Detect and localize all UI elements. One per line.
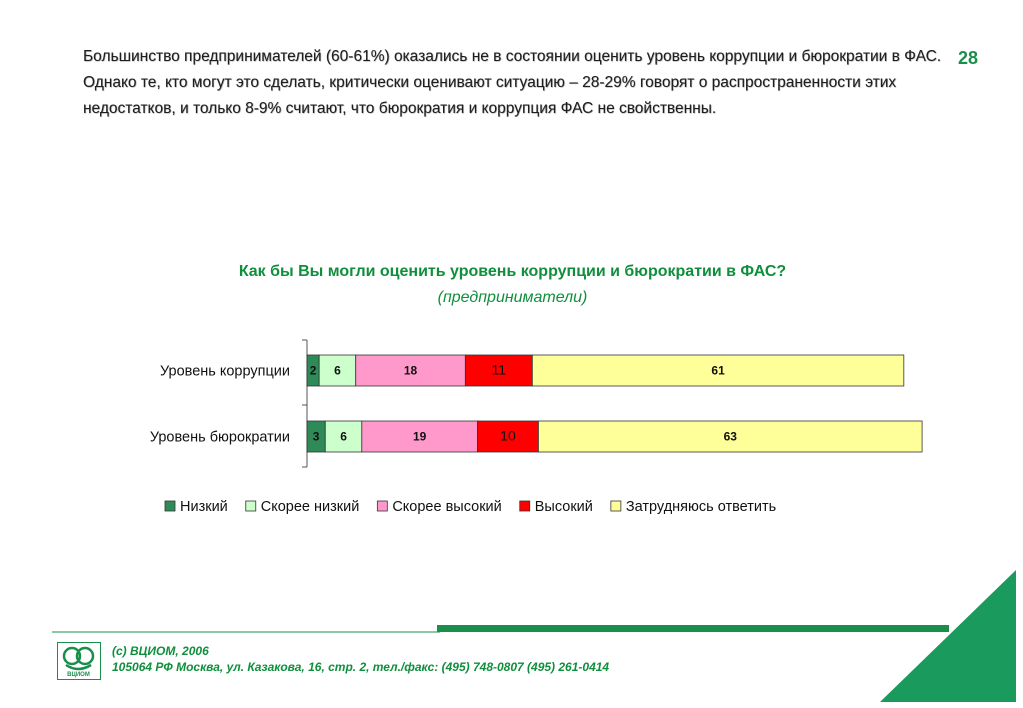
footer-copyright: (c) ВЦИОМ, 2006 xyxy=(112,644,209,658)
page-number: 28 xyxy=(957,48,979,68)
legend-swatch xyxy=(611,501,621,511)
legend-swatch xyxy=(246,501,256,511)
category-label: Уровень бюрократии xyxy=(149,429,290,446)
legend-label: Высокий xyxy=(534,499,593,515)
data-label: 18 xyxy=(403,363,418,378)
legend-swatch xyxy=(165,501,175,511)
chart-title-main: Как бы Вы могли оценить уровень коррупции и бюрократии в ФАС? xyxy=(238,263,787,280)
legend-label: Низкий xyxy=(180,499,228,515)
footer xyxy=(112,643,609,675)
legend-swatch xyxy=(520,501,530,511)
intro-text: Большинство предпринимателей (60-61%) оказались не в состоянии оценить уровень коррупции и бюрократии в ФАС. Однако те, кто могут это сделать, критически оценивают ситуацию – 28-29% говорят о распространенности этих недостатков, и только 8-9% считают, что бюрократия и коррупция ФАС не свойственны. xyxy=(83,48,942,117)
logo-text: ВЦИОМ xyxy=(67,672,90,678)
data-label: 11 xyxy=(491,361,507,378)
data-label: 6 xyxy=(334,363,341,378)
data-label: 10 xyxy=(500,427,516,444)
legend-swatch xyxy=(377,501,387,511)
legend-label: Скорее высокий xyxy=(392,499,502,515)
data-label: 6 xyxy=(340,429,347,444)
data-label: 3 xyxy=(312,429,320,444)
footer-address: 105064 РФ Москва, ул. Казакова, 16, стр. 2, тел./факс: (495) 748-0807 (495) 261-0414 xyxy=(112,660,610,674)
legend-label: Скорее низкий xyxy=(260,499,360,515)
data-label: 61 xyxy=(711,363,725,378)
data-label: 19 xyxy=(412,429,427,444)
legend-label: Затрудняюсь ответить xyxy=(625,499,777,515)
vciom-logo xyxy=(57,642,101,680)
category-label: Уровень коррупции xyxy=(159,363,290,380)
footer-thick-line xyxy=(437,625,949,632)
chart-subtitle: (предприниматели) xyxy=(437,289,588,306)
data-label: 63 xyxy=(723,429,737,444)
data-label: 2 xyxy=(309,363,317,378)
